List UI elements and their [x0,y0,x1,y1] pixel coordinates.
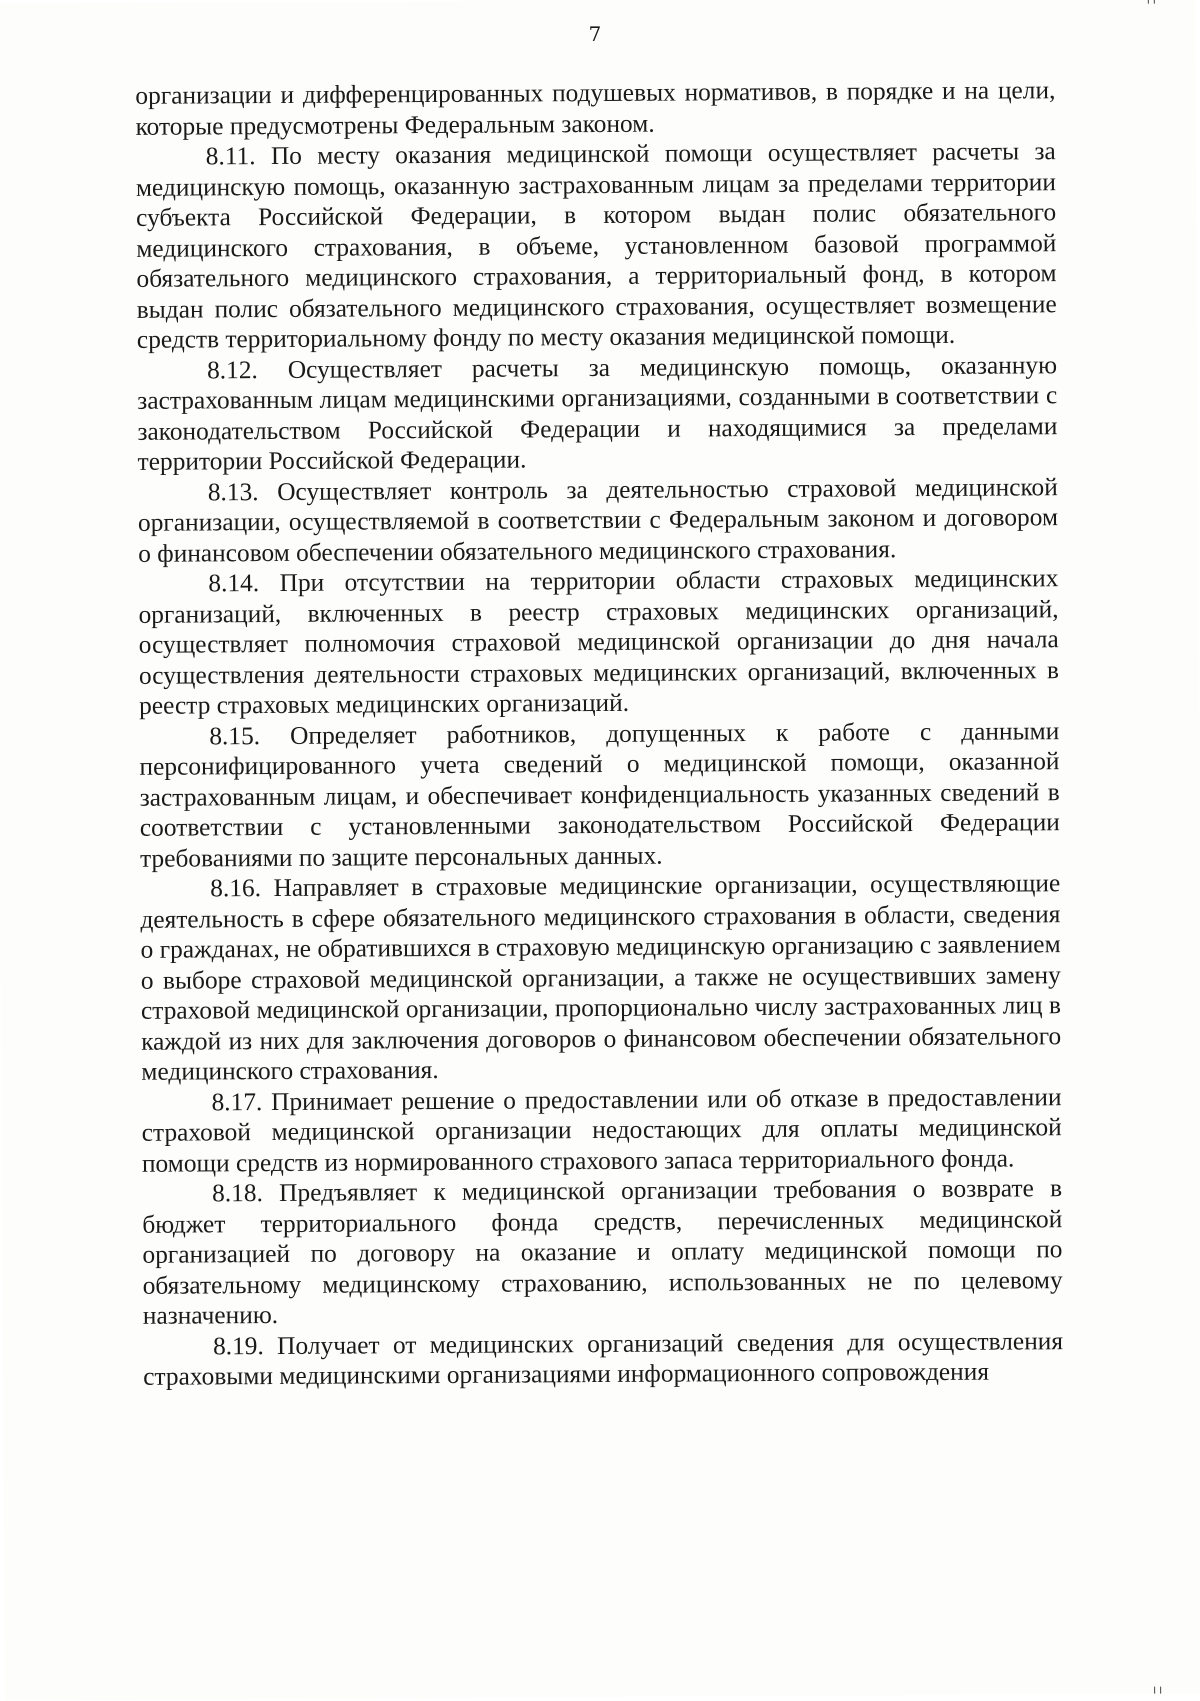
document-body [135,75,1063,1392]
scan-mark-bottom-right-2 [1154,1687,1155,1694]
paragraph-8-12: 8.12. Осуществляет расчеты за медицинскую помощь, оказанную застрахованным лицам медицинскими организациями, созданными в соответствии с законодательством Российской Федерации и находящимися за пределами территории Российской Федерации. [137,350,1058,476]
paragraph-8-18: 8.18. Предъявляет к медицинской организации требования о возврате в бюджет территориального фонда средств, перечисленных медицинской организацией по договору на оказание и оплату медицинской помощи по обязательному медицинскому страхованию, использованных не по целевому назначению. [142,1174,1063,1330]
paragraph-8-11: 8.11. По месту оказания медицинской помощи осуществляет расчеты за медицинскую помощь, оказанную застрахованным лицам за пределами территории субъекта Российской Федерации, в котором выдан полис обязательного медицинского страхования, в объеме, установленном базовой программой обязательного медицинского страхования, а территориальный фонд, в котором выдан полис обязательного медицинского страхования, осуществляет возмещение средств территориальному фонду по месту оказания медицинской помощи. [135,137,1057,354]
page-number: 7 [588,21,602,47]
paragraph-8-17: 8.17. Принимает решение о предоставлении или об отказе в предоставлении страховой медицинской организации недостающих для оплаты медицинской помощи средств из нормированного страхового запаса территориального фонда. [141,1082,1062,1178]
paragraph-8-19: 8.19. Получает от медицинских организаций сведения для осуществления страховыми медицинскими организациями информационного сопровождения [143,1326,1064,1391]
paragraph-8-15: 8.15. Определяет работников, допущенных к работе с данными персонифицированного учета сведений о медицинской помощи, оказанной застрахованным лицам, и обеспечивает конфиденциальность указанных сведений в соответствии с установленными законодательством Российской Федерации требованиями по защите персональных данных. [139,716,1060,873]
paragraph-8-14: 8.14. При отсутствии на территории области страховых медицинских организаций, включенных в реестр страховых медицинских организаций, осуществляет полномочия страховой медицинской организации до дня начала осуществления деятельности страховых медицинских организаций, включенных в реестр страховых медицинских организаций. [138,564,1059,720]
paragraph-8-13: 8.13. Осуществляет контроль за деятельностью страховой медицинской организации, осуществляемой в соответствии с Федеральным законом и договором о финансовом обеспечении обязательного медицинского страхования. [137,472,1059,568]
paragraph-continuation: организации и дифференцированных подушевых нормативов, в порядке и на цели, которые предусмотрены Федеральным законом. [135,76,1056,141]
scan-mark-top-right-2 [1148,0,1149,4]
paragraph-8-16: 8.16. Направляет в страховые медицинские организации, осуществляющие деятельность в сфере обязательного медицинского страхования в области, сведения о гражданах, не обратившихся в страховую медицинскую организацию с заявлением о выборе страховой медицинской организации, а также не осуществивших замену страховой медицинской организации, пропорционально числу застрахованных лиц в каждой из них для заключения договоров о финансовом обеспечении обязательного медицинского страхования. [140,869,1062,1086]
scan-mark-top-right [1154,0,1155,4]
scan-mark-bottom-right [1160,1687,1161,1694]
